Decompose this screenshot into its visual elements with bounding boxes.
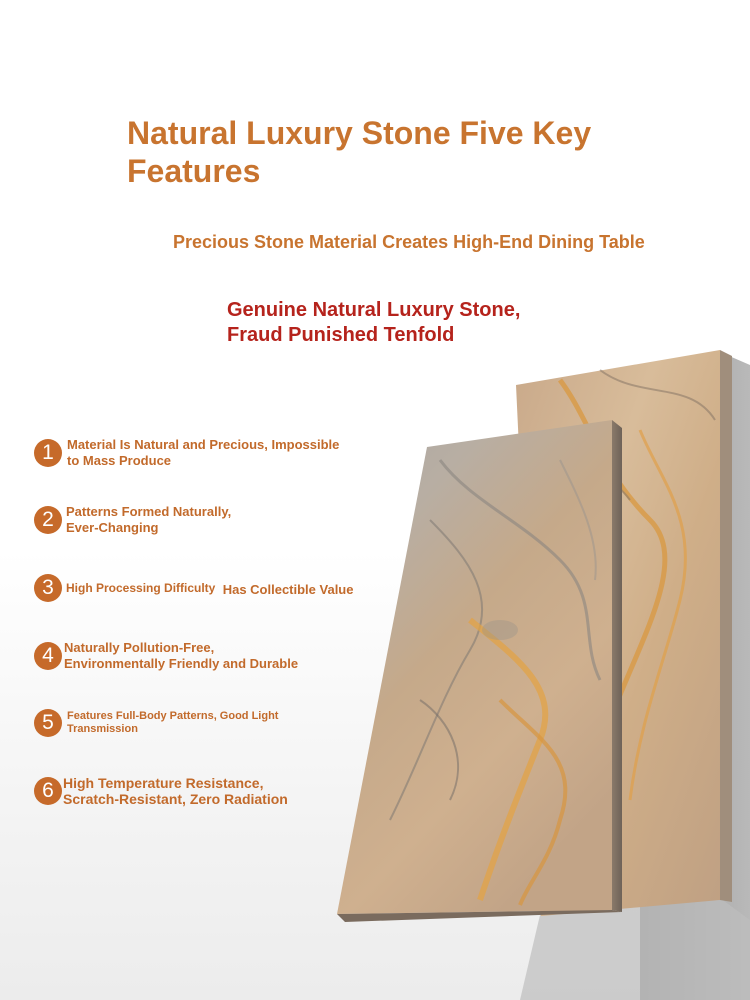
feature-line-1: Patterns Formed Naturally, bbox=[66, 504, 232, 519]
page-title: Natural Luxury Stone Five Key Features bbox=[127, 115, 592, 189]
feature-line-2: Environmentally Friendly and Durable bbox=[64, 656, 299, 671]
feature-number-badge: 2 bbox=[34, 506, 62, 534]
feature-number-badge: 4 bbox=[34, 642, 62, 670]
feature-number-badge: 3 bbox=[34, 574, 62, 602]
feature-line-2: to Mass Produce bbox=[67, 453, 172, 468]
feature-item-4 bbox=[34, 640, 298, 672]
feature-line-2: Ever-Changing bbox=[66, 520, 159, 535]
feature-text bbox=[63, 775, 288, 807]
feature-number-badge: 5 bbox=[34, 709, 62, 737]
feature-item-1 bbox=[34, 437, 339, 469]
feature-text bbox=[64, 640, 298, 672]
authenticity-slogan bbox=[227, 298, 587, 348]
feature-text bbox=[67, 710, 278, 736]
feature-line-1: Features Full-Body Patterns, Good Light bbox=[67, 710, 279, 722]
feature-line-1: High Temperature Resistance, bbox=[63, 775, 264, 791]
feature-line-1: Naturally Pollution-Free, bbox=[64, 640, 215, 655]
page-subtitle: Precious Stone Material Creates High-End Dining Table bbox=[173, 232, 645, 252]
feature-text bbox=[66, 580, 353, 596]
feature-line-1: Material Is Natural and Precious, Impossible bbox=[67, 437, 340, 452]
feature-item-2 bbox=[34, 504, 231, 536]
feature-line-2: Transmission bbox=[67, 723, 138, 735]
feature-text bbox=[67, 437, 339, 469]
feature-item-3 bbox=[34, 574, 353, 602]
feature-number-badge: 1 bbox=[34, 439, 62, 467]
feature-text bbox=[66, 504, 231, 536]
slogan-line-2: Fraud Punished Tenfold bbox=[227, 324, 455, 346]
feature-item-5 bbox=[34, 709, 278, 737]
feature-line-2: Scratch-Resistant, Zero Radiation bbox=[63, 791, 288, 807]
feature-line-1b: Has Collectible Value bbox=[222, 582, 354, 597]
slogan-line-1: Genuine Natural Luxury Stone, bbox=[227, 299, 521, 321]
feature-item-6 bbox=[34, 775, 288, 807]
feature-number-badge: 6 bbox=[34, 777, 62, 805]
feature-line-1a: High Processing Difficulty bbox=[66, 581, 216, 595]
